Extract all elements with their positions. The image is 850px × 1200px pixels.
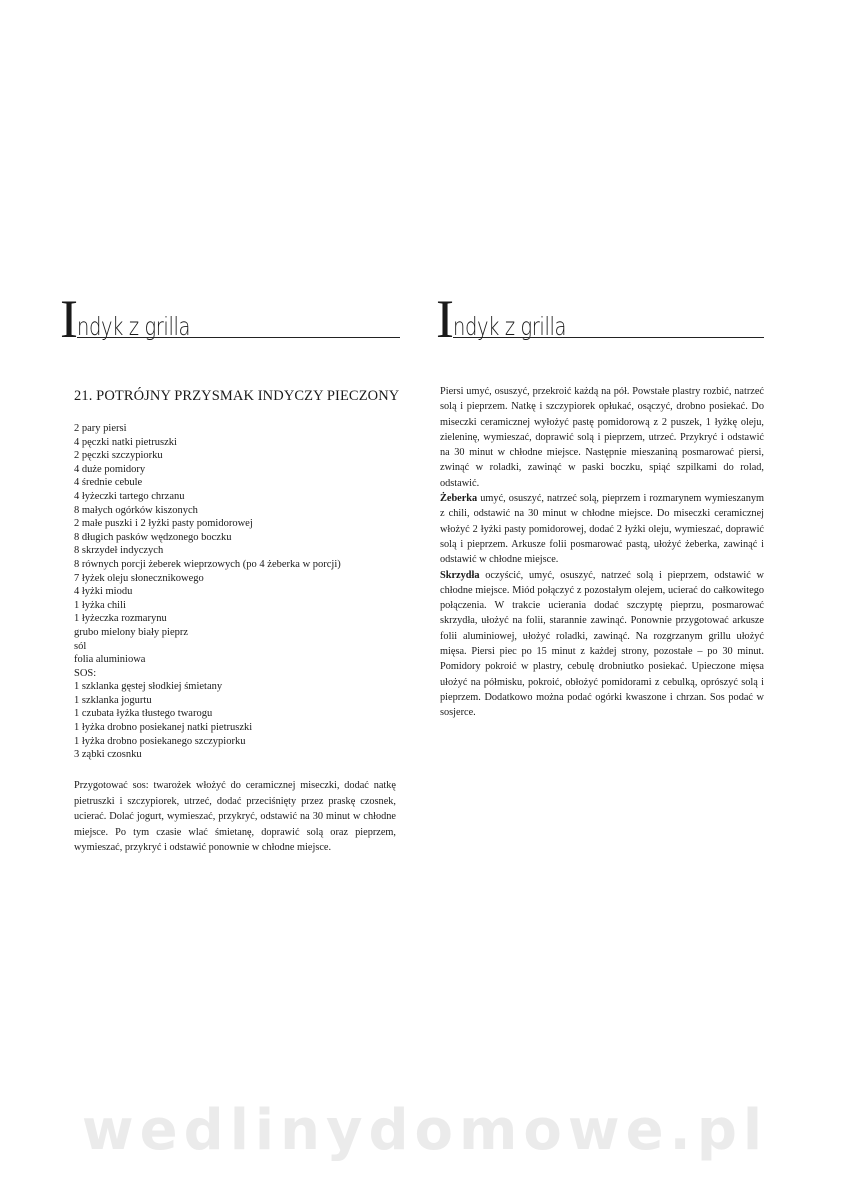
- ingredient-item: 2 małe puszki i 2 łyżki pasty pomidorowej: [74, 518, 253, 530]
- ingredient-item: 1 szklanka jogurtu: [74, 694, 152, 706]
- ingredient-item: 8 małych ogórków kiszonych: [74, 504, 198, 516]
- header-initial: I: [60, 289, 77, 349]
- ingredient-item: 1 łyżka drobno posiekanego szczypiorku: [74, 735, 246, 747]
- ingredient-item: 8 równych porcji żeberek wieprzowych (po 4 żeberka w porcji): [74, 558, 341, 570]
- sauce-instructions: Przygotować sos: twarożek włożyć do ceramicznej miseczki, dodać natkę pietruszki i szczypiorek, utrzeć, dodać przeciśnięty przez praskę czosnek, ucierać. Dolać jogurt, wymieszać, przykryć, odstawić na 30 minut w chłodne miejsce. Po tym czasie wlać śmietanę, doprawić solą oraz pieprzem, wymieszać, przykryć i odstawić ponownie w chłodne miejsce.: [74, 780, 396, 853]
- ingredient-item: 4 średnie cebule: [74, 477, 143, 489]
- header-initial: I: [436, 289, 453, 349]
- ingredient-item: 1 łyżeczka rozmarynu: [74, 613, 167, 625]
- ingredient-item: 4 duże pomidory: [74, 463, 146, 475]
- method-wings: oczyścić, umyć, osuszyć, natrzeć solą i pieprzem, odstawić w chłodne miejsce. Miód połączyć z pozostałym olejem, ucierać do całkowitego połączenia. W trakcie ucierania dodać szczyptę pieprzu, posmarować skrzydła, ułożyć na folii, starannie zawinąć. Ponownie przygotować arkusze folii aluminiowej, ułożyć roladki, zawinąć. Na rozgrzanym grillu ułożyć mięsa. Piersi piec po 15 minut z każdej strony, pozostałe – po 30 minut. Pomidory pokroić w plastry, cebulę drobniutko posiekać. Upieczone mięsa ułożyć na półmisku, pokroić, obłożyć pomidorami z cebulką, oprószyć solą i pieprzem. Dodatkowo można podać ogórki kwaszone i chrzan. Sos podać w sosjerce.: [440, 569, 764, 719]
- ingredient-item: 2 pęczki szczypiorku: [74, 450, 163, 462]
- method-text: [440, 384, 764, 721]
- ingredient-item: 1 czubata łyżka tłustego twarogu: [74, 708, 213, 720]
- ingredient-item: 8 długich pasków wędzonego boczku: [74, 531, 232, 543]
- ingredient-list: [74, 422, 414, 762]
- header-rule: [77, 337, 400, 338]
- ingredient-item: 1 łyżka chili: [74, 599, 126, 611]
- ingredient-item: folia aluminiowa: [74, 654, 146, 666]
- ingredient-item: 1 łyżka drobno posiekanej natki pietruszki: [74, 722, 253, 734]
- ingredient-item: 1 szklanka gęstej słodkiej śmietany: [74, 681, 223, 693]
- sauce-heading: SOS:: [74, 667, 97, 679]
- ingredient-item: 8 skrzydeł indyczych: [74, 545, 164, 557]
- ingredient-item: 4 łyżki miodu: [74, 586, 133, 598]
- watermark: wedlinydomowe.pl: [81, 1098, 769, 1163]
- method-ribs: umyć, osuszyć, natrzeć solą, pieprzem i rozmarynem wymieszanym z chili, odstawić na 30 minut w chłodne miejsce. Do miseczki ceramicznej włożyć 2 łyżki pasty pomidorowej, dodać 2 łyżki oleju, wymieszać, doprawić solą i pieprzem. Arkusze folii posmarować pastą, ułożyć żeberka, zawinąć i odstawić w chłodne miejsce.: [440, 493, 764, 566]
- wings-lead: Skrzydła: [440, 569, 480, 581]
- recipe-title: 21. POTRÓJNY PRZYSMAK INDYCZY PIECZONY: [74, 388, 400, 404]
- ingredient-item: 2 pary piersi: [74, 423, 127, 434]
- ingredient-item: 4 łyżeczki tartego chrzanu: [74, 490, 185, 502]
- ingredient-item: 4 pęczki natki pietruszki: [74, 436, 177, 448]
- ingredient-item: 3 ząbki czosnku: [74, 749, 142, 761]
- ingredient-item: sól: [74, 640, 87, 652]
- ingredient-item: grubo mielony biały pieprz: [74, 626, 189, 638]
- ingredient-item: 7 łyżek oleju słonecznikowego: [74, 572, 204, 584]
- right-page-header: [436, 289, 764, 350]
- method-breasts: Piersi umyć, osuszyć, przekroić każdą na pół. Powstałe plastry rozbić, natrzeć solą i pieprzem. Natkę i szczypiorek opłukać, osączyć, drobno posiekać. Do miseczki ceramicznej wyłożyć pastę pomidorową z 2 puszek, 1 łyżkę oleju, zieleninę, wymieszać, doprawić solą i pieprzem, utrzeć. Przykryć i odstawić na 30 minut w chłodne miejsce. Następnie mieszaniną posmarować piersi, zwinąć w roladki, zawinąć w paski boczku, spiąć szpilkami do rolad, odstawić.: [440, 386, 764, 489]
- left-page-header: [60, 289, 400, 350]
- header-title: ndyk z grilla: [77, 312, 191, 341]
- header-title: ndyk z grilla: [453, 312, 567, 341]
- header-rule: [453, 337, 764, 338]
- ribs-lead: Żeberka: [440, 493, 478, 505]
